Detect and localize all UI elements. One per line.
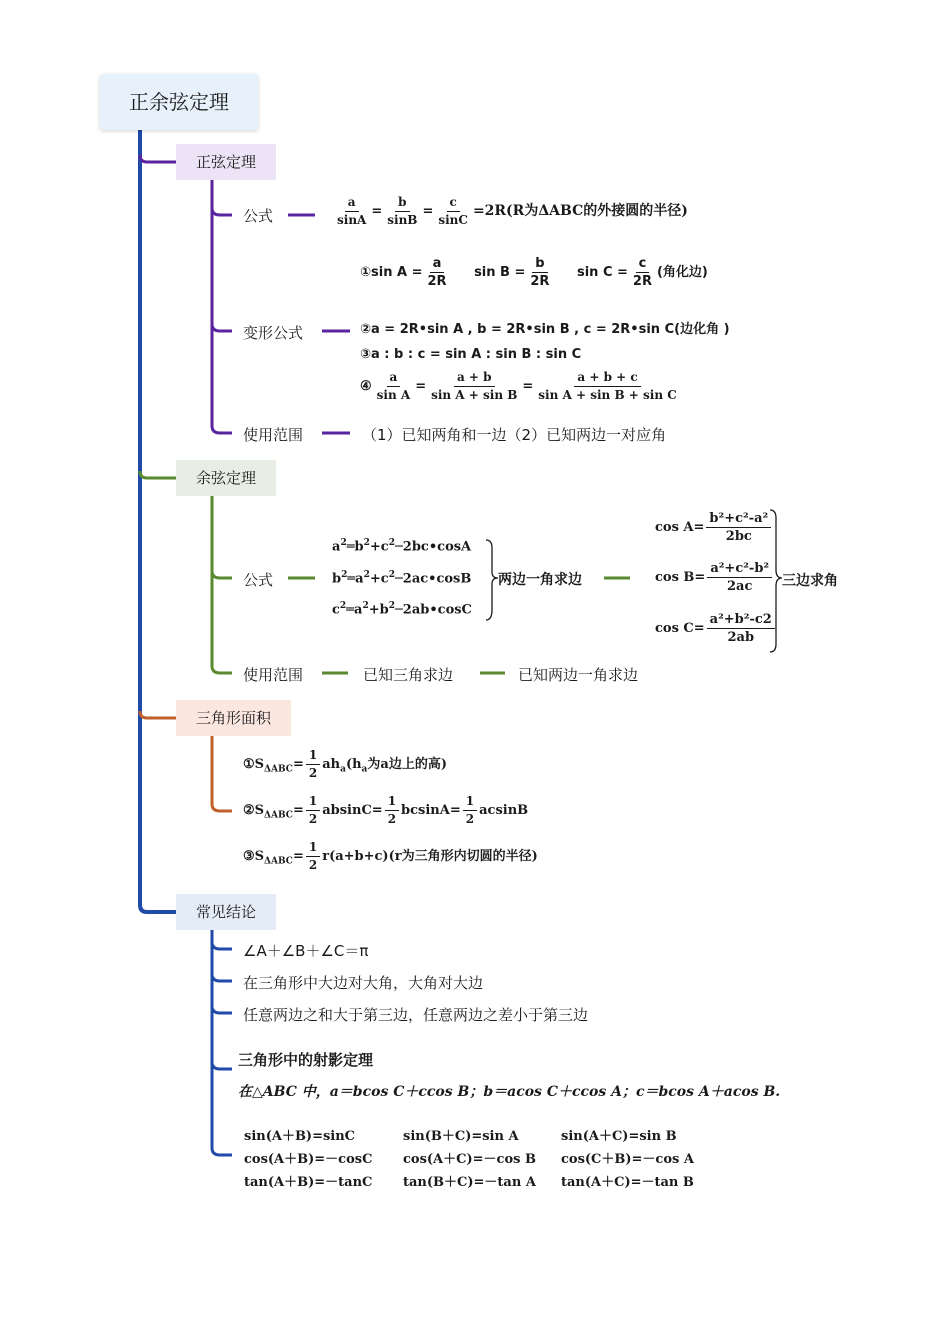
- cosine-usage-1: 已知三角求边: [363, 666, 454, 684]
- cosine-section-title: 余弦定理: [176, 460, 276, 496]
- sine-transform-4: ④ $\frac{a}{\text{sin A}}$ = $\frac{a + b}{\text{sin A + sin B}}$ = $\frac{a + b + c}{\text{sin A + sin B + sin C}}$: [360, 370, 677, 402]
- sine-usage-label: 使用范围: [243, 426, 304, 444]
- identity-cell: tan(A＋B)=－tanC: [244, 1175, 373, 1190]
- identity-cell: cos(A＋B)=－cosC: [244, 1152, 373, 1167]
- area-formula-2: $②S_{\Delta ABC}=$ $\frac{1}{2}$ absinC= $\frac{1}{2}$ bcsinA= $\frac{1}{2}$ acsinB: [243, 794, 529, 826]
- identity-cell: sin(A＋C)=sin B: [561, 1129, 677, 1144]
- cosine-eq-c: $c^2═a^2+b^2─2ab•\cos C$: [332, 601, 472, 618]
- sine-section-title: 正弦定理: [176, 144, 276, 180]
- identity-cell: cos(C＋B)=－cos A: [561, 1152, 694, 1167]
- sine-transform-2: ②a = 2R•sin A , b = 2R•sin B , c = 2R•sin C(边化角 ): [360, 322, 730, 337]
- common-trunk: [212, 930, 232, 1155]
- sine-transform-3: ③a : b : c = sin A : sin B : sin C: [360, 347, 582, 362]
- main-trunk: [140, 130, 176, 912]
- common-conclusion-2: 在三角形中大边对大角，大角对大边: [243, 974, 484, 992]
- brace-left-group: [486, 540, 498, 620]
- cosine-cosB: cos B= $\frac{\text{a²+c²-b²}}{2ac}$: [655, 561, 774, 594]
- main-to-area: [140, 711, 176, 718]
- area-section-title: 三角形面积: [176, 700, 291, 736]
- common-conclusion-1: ∠A＋∠B＋∠C＝π: [243, 942, 369, 960]
- sine-formula-label: 公式: [243, 207, 274, 225]
- root-title: 正余弦定理: [100, 74, 258, 130]
- projection-title: 三角形中的射影定理: [238, 1051, 374, 1069]
- identity-cell: cos(A＋C)=－cos B: [403, 1152, 536, 1167]
- identity-cell: tan(B＋C)=－tan A: [403, 1175, 536, 1190]
- common-section-title: 常见结论: [176, 894, 276, 930]
- identity-cell: tan(A＋C)=－tan B: [561, 1175, 694, 1190]
- cosine-right-text: 三边求角: [782, 573, 838, 589]
- sine-main-formula: $\frac{a}{\sin A}$ = $\frac{b}{\sin B}$ = $\frac{c}{\sin C}$ =2R(R为ΔABC的外接圆的半径): [337, 195, 688, 227]
- sine-trunk: [212, 180, 232, 433]
- main-to-cosine: [140, 471, 176, 478]
- identity-cell: sin(B＋C)=sin A: [403, 1129, 519, 1144]
- cosine-eq-b: $b^2═a^2+c^2─2ac•\cos B$: [332, 570, 472, 587]
- sine-usage-text: （1）已知两角和一边（2）已知两边一对应角: [362, 426, 667, 444]
- sine-transform-1: ①sin A = $\frac{a}{2R}$ sin B = $\frac{b}{2R}$ sin C = $\frac{c}{2R}$ (角化边): [360, 256, 708, 289]
- area-trunk: [212, 736, 232, 811]
- main-to-sine: [140, 155, 176, 162]
- cosine-formula-label: 公式: [243, 571, 274, 589]
- sine-transform-label: 变形公式: [243, 324, 304, 342]
- cosine-usage-2: 已知两边一角求边: [518, 666, 639, 684]
- cosine-middle-text: 两边一角求边: [498, 572, 582, 588]
- cosine-eq-a: $a^2═b^2+c^2─2bc•\cos A$: [332, 538, 472, 555]
- area-formula-1: $①S_{\Delta ABC}=$ $\frac{1}{2}$ $ah_a(h_a$为a边上的高): [243, 748, 447, 780]
- identity-cell: sin(A＋B)=sinC: [244, 1129, 356, 1144]
- cosine-cosA: cos A= $\frac{\text{b²+c²-a²}}{2bc}$: [655, 511, 773, 544]
- cosine-trunk: [212, 496, 232, 673]
- projection-text: 在△ABC 中，a＝bcos C＋ccos B；b＝acos C＋ccos A；c＝bcos A＋acos B.: [238, 1084, 781, 1100]
- cosine-usage-label: 使用范围: [243, 666, 304, 684]
- area-formula-3: $③S_{\Delta ABC}=$ $\frac{1}{2}$ r(a+b+c)(r为三角形内切圆的半径): [243, 840, 538, 872]
- cosine-cosC: cos C= $\frac{\text{a²+b²-c2}}{2ab}$: [655, 612, 777, 645]
- common-conclusion-3: 任意两边之和大于第三边，任意两边之差小于第三边: [243, 1006, 589, 1024]
